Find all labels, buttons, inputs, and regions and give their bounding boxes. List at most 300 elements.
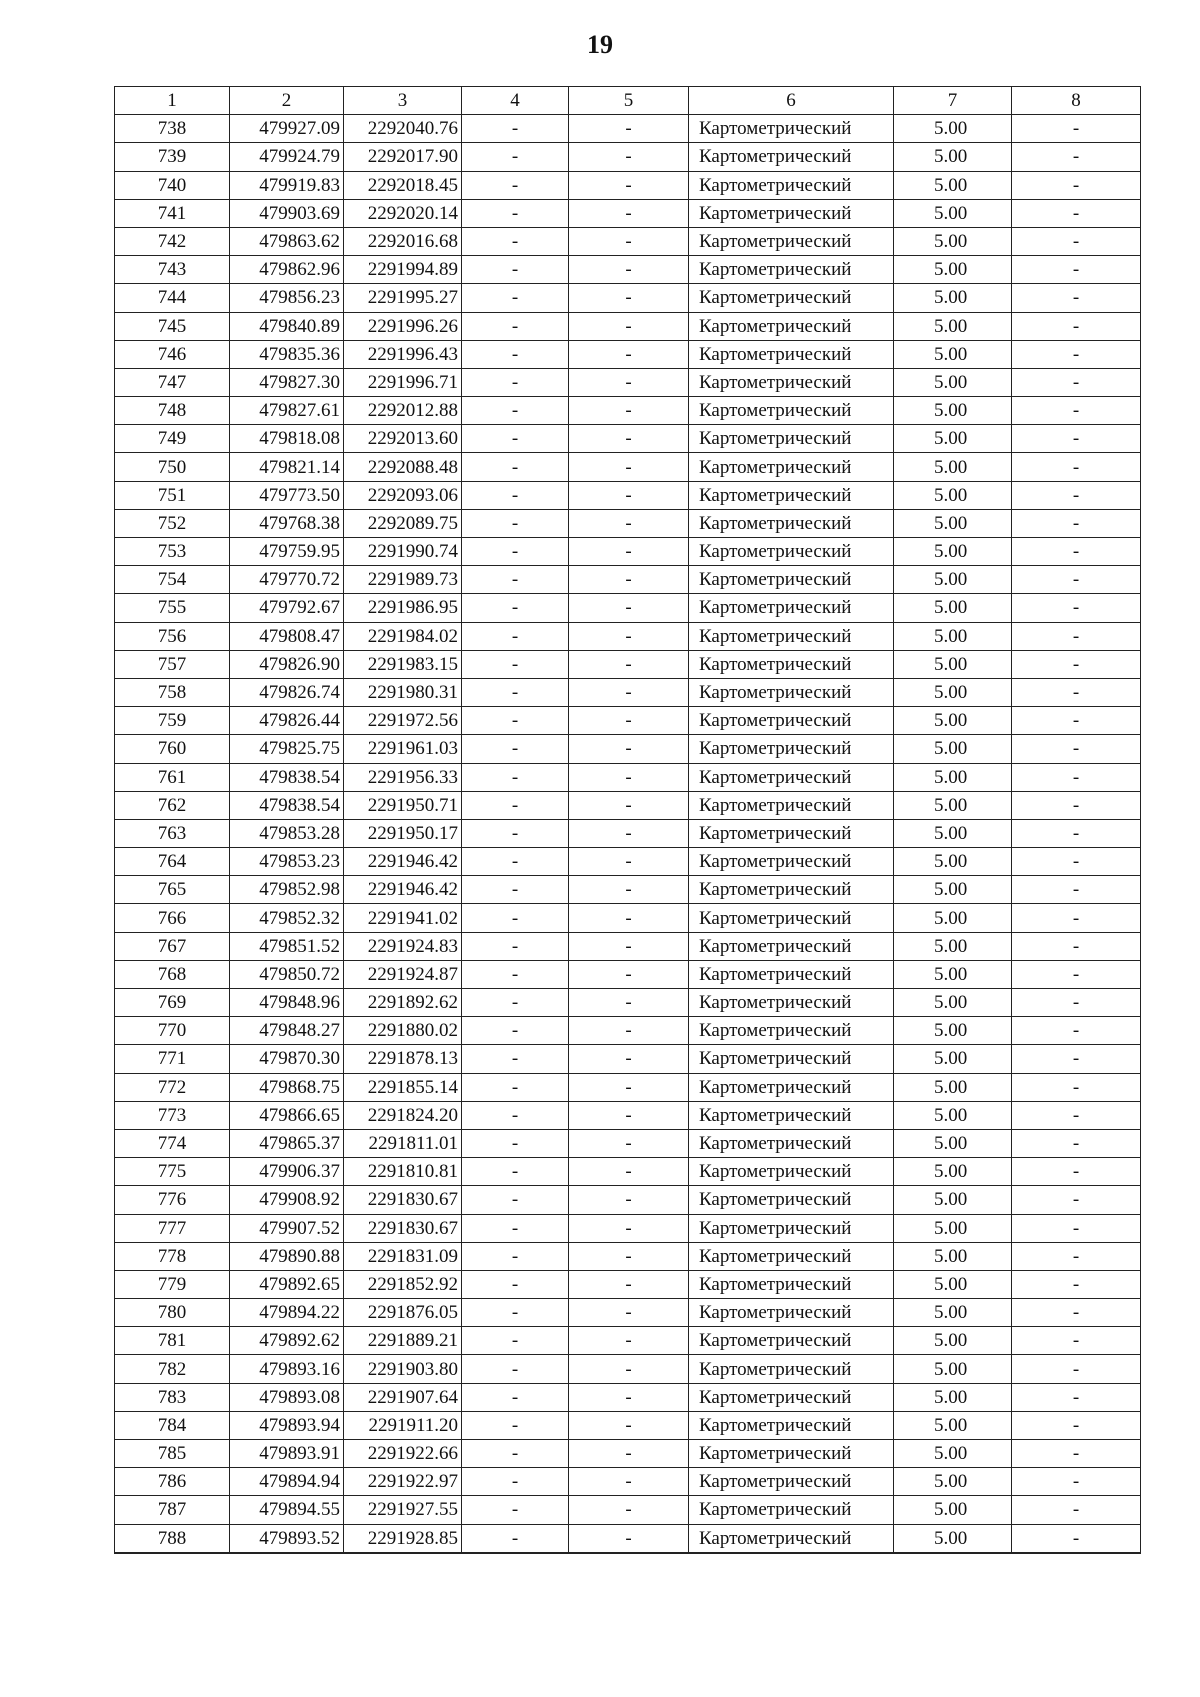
cell-col-5: - (569, 566, 689, 594)
cell-col-4: - (462, 989, 569, 1017)
cell-col-4: - (462, 1468, 569, 1496)
cell-col-5: - (569, 819, 689, 847)
cell-col-4: - (462, 1327, 569, 1355)
table-row (115, 1214, 1141, 1242)
point-number: 740 (115, 171, 230, 199)
cell-col-4: - (462, 876, 569, 904)
coord-x: 479826.90 (230, 650, 344, 678)
method-cell: Картометрический (689, 622, 894, 650)
accuracy-cell: 5.00 (894, 707, 1012, 735)
coord-x: 479770.72 (230, 566, 344, 594)
coord-x: 479894.55 (230, 1496, 344, 1524)
coord-x: 479848.27 (230, 1017, 344, 1045)
point-number: 738 (115, 115, 230, 143)
cell-col-5: - (569, 1411, 689, 1439)
cell-col-4: - (462, 284, 569, 312)
table-row (115, 876, 1141, 904)
method-cell: Картометрический (689, 678, 894, 706)
cell-col-4: - (462, 1045, 569, 1073)
method-cell: Картометрический (689, 1158, 894, 1186)
method-cell: Картометрический (689, 848, 894, 876)
coord-x: 479826.74 (230, 678, 344, 706)
coord-y: 2291972.56 (344, 707, 462, 735)
coord-x: 479821.14 (230, 453, 344, 481)
coord-y: 2291824.20 (344, 1101, 462, 1129)
method-cell: Картометрический (689, 1355, 894, 1383)
cell-col-8: - (1012, 735, 1141, 763)
coord-x: 479835.36 (230, 340, 344, 368)
cell-col-5: - (569, 989, 689, 1017)
coord-y: 2291984.02 (344, 622, 462, 650)
coord-y: 2291996.71 (344, 368, 462, 396)
table-row (115, 340, 1141, 368)
coord-x: 479827.61 (230, 397, 344, 425)
table-row (115, 538, 1141, 566)
coord-x: 479919.83 (230, 171, 344, 199)
method-cell: Картометрический (689, 312, 894, 340)
coord-x: 479792.67 (230, 594, 344, 622)
cell-col-5: - (569, 115, 689, 143)
point-number: 759 (115, 707, 230, 735)
coord-x: 479894.94 (230, 1468, 344, 1496)
coord-x: 479768.38 (230, 509, 344, 537)
cell-col-8: - (1012, 594, 1141, 622)
cell-col-8: - (1012, 227, 1141, 255)
column-header: 8 (1012, 87, 1141, 115)
coord-x: 479838.54 (230, 763, 344, 791)
coord-x: 479893.94 (230, 1411, 344, 1439)
cell-col-5: - (569, 1383, 689, 1411)
cell-col-8: - (1012, 256, 1141, 284)
point-number: 744 (115, 284, 230, 312)
method-cell: Картометрический (689, 115, 894, 143)
method-cell: Картометрический (689, 876, 894, 904)
coord-y: 2291831.09 (344, 1242, 462, 1270)
table-row (115, 1411, 1141, 1439)
cell-col-5: - (569, 1017, 689, 1045)
coord-x: 479759.95 (230, 538, 344, 566)
cell-col-4: - (462, 227, 569, 255)
accuracy-cell: 5.00 (894, 397, 1012, 425)
accuracy-cell: 5.00 (894, 368, 1012, 396)
coord-x: 479850.72 (230, 960, 344, 988)
coord-x: 479870.30 (230, 1045, 344, 1073)
coord-x: 479838.54 (230, 791, 344, 819)
method-cell: Картометрический (689, 340, 894, 368)
table-row (115, 1327, 1141, 1355)
accuracy-cell: 5.00 (894, 566, 1012, 594)
coord-y: 2291892.62 (344, 989, 462, 1017)
point-number: 748 (115, 397, 230, 425)
cell-col-4: - (462, 1242, 569, 1270)
point-number: 779 (115, 1270, 230, 1298)
accuracy-cell: 5.00 (894, 819, 1012, 847)
accuracy-cell: 5.00 (894, 1440, 1012, 1468)
table-row (115, 707, 1141, 735)
coord-x: 479827.30 (230, 368, 344, 396)
cell-col-4: - (462, 566, 569, 594)
coord-y: 2291876.05 (344, 1299, 462, 1327)
accuracy-cell: 5.00 (894, 1383, 1012, 1411)
cell-col-4: - (462, 707, 569, 735)
page-number: 19 (587, 30, 613, 59)
coordinates-table (114, 86, 1141, 1554)
cell-col-8: - (1012, 538, 1141, 566)
method-cell: Картометрический (689, 1214, 894, 1242)
coord-x: 479852.98 (230, 876, 344, 904)
cell-col-8: - (1012, 1468, 1141, 1496)
column-header: 1 (115, 87, 230, 115)
cell-col-8: - (1012, 904, 1141, 932)
table-row (115, 1045, 1141, 1073)
accuracy-cell: 5.00 (894, 1214, 1012, 1242)
cell-col-8: - (1012, 1355, 1141, 1383)
cell-col-4: - (462, 538, 569, 566)
cell-col-8: - (1012, 1101, 1141, 1129)
table-row (115, 1440, 1141, 1468)
coord-x: 479868.75 (230, 1073, 344, 1101)
accuracy-cell: 5.00 (894, 1158, 1012, 1186)
cell-col-5: - (569, 453, 689, 481)
coord-y: 2292020.14 (344, 199, 462, 227)
coord-x: 479865.37 (230, 1129, 344, 1157)
coord-x: 479853.23 (230, 848, 344, 876)
point-number: 771 (115, 1045, 230, 1073)
point-number: 768 (115, 960, 230, 988)
table-row (115, 848, 1141, 876)
point-number: 756 (115, 622, 230, 650)
coord-x: 479826.44 (230, 707, 344, 735)
coord-x: 479894.22 (230, 1299, 344, 1327)
cell-col-4: - (462, 904, 569, 932)
column-header: 2 (230, 87, 344, 115)
table-row (115, 284, 1141, 312)
table-row (115, 989, 1141, 1017)
accuracy-cell: 5.00 (894, 1496, 1012, 1524)
accuracy-cell: 5.00 (894, 256, 1012, 284)
cell-col-4: - (462, 509, 569, 537)
coord-y: 2292018.45 (344, 171, 462, 199)
accuracy-cell: 5.00 (894, 1524, 1012, 1553)
method-cell: Картометрический (689, 1299, 894, 1327)
table-row (115, 650, 1141, 678)
accuracy-cell: 5.00 (894, 1327, 1012, 1355)
accuracy-cell: 5.00 (894, 425, 1012, 453)
table-row (115, 1496, 1141, 1524)
coord-x: 479893.08 (230, 1383, 344, 1411)
accuracy-cell: 5.00 (894, 1045, 1012, 1073)
coord-y: 2291950.17 (344, 819, 462, 847)
coord-y: 2291946.42 (344, 876, 462, 904)
accuracy-cell: 5.00 (894, 115, 1012, 143)
coord-y: 2291996.26 (344, 312, 462, 340)
accuracy-cell: 5.00 (894, 538, 1012, 566)
cell-col-5: - (569, 227, 689, 255)
cell-col-5: - (569, 538, 689, 566)
column-header: 7 (894, 87, 1012, 115)
coord-y: 2291855.14 (344, 1073, 462, 1101)
table-row (115, 1524, 1141, 1553)
coord-y: 2292017.90 (344, 143, 462, 171)
point-number: 764 (115, 848, 230, 876)
coord-x: 479893.91 (230, 1440, 344, 1468)
point-number: 739 (115, 143, 230, 171)
point-number: 785 (115, 1440, 230, 1468)
cell-col-5: - (569, 171, 689, 199)
point-number: 781 (115, 1327, 230, 1355)
method-cell: Картометрический (689, 1468, 894, 1496)
table-body (115, 115, 1141, 1553)
coord-x: 479851.52 (230, 932, 344, 960)
cell-col-8: - (1012, 622, 1141, 650)
coord-x: 479852.32 (230, 904, 344, 932)
coord-y: 2291995.27 (344, 284, 462, 312)
cell-col-4: - (462, 960, 569, 988)
coord-x: 479840.89 (230, 312, 344, 340)
cell-col-4: - (462, 932, 569, 960)
cell-col-5: - (569, 1186, 689, 1214)
method-cell: Картометрический (689, 1524, 894, 1553)
coord-y: 2291922.97 (344, 1468, 462, 1496)
cell-col-4: - (462, 1073, 569, 1101)
accuracy-cell: 5.00 (894, 453, 1012, 481)
cell-col-8: - (1012, 143, 1141, 171)
point-number: 787 (115, 1496, 230, 1524)
table-row (115, 312, 1141, 340)
table-row (115, 819, 1141, 847)
accuracy-cell: 5.00 (894, 960, 1012, 988)
cell-col-8: - (1012, 932, 1141, 960)
cell-col-4: - (462, 763, 569, 791)
cell-col-8: - (1012, 1214, 1141, 1242)
cell-col-5: - (569, 1327, 689, 1355)
cell-col-5: - (569, 1355, 689, 1383)
method-cell: Картометрический (689, 566, 894, 594)
accuracy-cell: 5.00 (894, 622, 1012, 650)
coord-x: 479892.62 (230, 1327, 344, 1355)
coord-y: 2291810.81 (344, 1158, 462, 1186)
accuracy-cell: 5.00 (894, 143, 1012, 171)
cell-col-4: - (462, 622, 569, 650)
coord-x: 479773.50 (230, 481, 344, 509)
method-cell: Картометрический (689, 1496, 894, 1524)
point-number: 752 (115, 509, 230, 537)
cell-col-8: - (1012, 284, 1141, 312)
point-number: 780 (115, 1299, 230, 1327)
cell-col-5: - (569, 678, 689, 706)
point-number: 766 (115, 904, 230, 932)
point-number: 784 (115, 1411, 230, 1439)
cell-col-5: - (569, 312, 689, 340)
accuracy-cell: 5.00 (894, 1186, 1012, 1214)
cell-col-4: - (462, 594, 569, 622)
point-number: 783 (115, 1383, 230, 1411)
accuracy-cell: 5.00 (894, 312, 1012, 340)
table-row (115, 368, 1141, 396)
cell-col-8: - (1012, 509, 1141, 537)
method-cell: Картометрический (689, 453, 894, 481)
table-row (115, 566, 1141, 594)
cell-col-8: - (1012, 566, 1141, 594)
accuracy-cell: 5.00 (894, 227, 1012, 255)
coord-y: 2292012.88 (344, 397, 462, 425)
coord-x: 479856.23 (230, 284, 344, 312)
method-cell: Картометрический (689, 143, 894, 171)
method-cell: Картометрический (689, 1327, 894, 1355)
coord-x: 479825.75 (230, 735, 344, 763)
column-header: 3 (344, 87, 462, 115)
cell-col-8: - (1012, 1524, 1141, 1553)
cell-col-8: - (1012, 848, 1141, 876)
table-row (115, 1101, 1141, 1129)
coord-x: 479853.28 (230, 819, 344, 847)
cell-col-8: - (1012, 312, 1141, 340)
cell-col-8: - (1012, 763, 1141, 791)
cell-col-5: - (569, 791, 689, 819)
coord-y: 2291830.67 (344, 1214, 462, 1242)
table-row (115, 199, 1141, 227)
coord-y: 2291996.43 (344, 340, 462, 368)
method-cell: Картометрический (689, 368, 894, 396)
accuracy-cell: 5.00 (894, 171, 1012, 199)
cell-col-5: - (569, 1158, 689, 1186)
cell-col-5: - (569, 425, 689, 453)
accuracy-cell: 5.00 (894, 509, 1012, 537)
coord-y: 2291878.13 (344, 1045, 462, 1073)
table-row (115, 453, 1141, 481)
cell-col-4: - (462, 1186, 569, 1214)
method-cell: Картометрический (689, 819, 894, 847)
cell-col-8: - (1012, 425, 1141, 453)
coord-y: 2291924.83 (344, 932, 462, 960)
table-row (115, 256, 1141, 284)
coord-y: 2292016.68 (344, 227, 462, 255)
cell-col-8: - (1012, 453, 1141, 481)
cell-col-5: - (569, 904, 689, 932)
cell-col-8: - (1012, 1383, 1141, 1411)
cell-col-8: - (1012, 819, 1141, 847)
method-cell: Картометрический (689, 171, 894, 199)
coord-y: 2291941.02 (344, 904, 462, 932)
point-number: 772 (115, 1073, 230, 1101)
accuracy-cell: 5.00 (894, 735, 1012, 763)
cell-col-4: - (462, 1214, 569, 1242)
point-number: 758 (115, 678, 230, 706)
point-number: 763 (115, 819, 230, 847)
accuracy-cell: 5.00 (894, 199, 1012, 227)
cell-col-5: - (569, 1299, 689, 1327)
cell-col-5: - (569, 397, 689, 425)
cell-col-8: - (1012, 1045, 1141, 1073)
table-row (115, 1158, 1141, 1186)
cell-col-4: - (462, 1017, 569, 1045)
cell-col-4: - (462, 1355, 569, 1383)
table-row (115, 115, 1141, 143)
point-number: 741 (115, 199, 230, 227)
accuracy-cell: 5.00 (894, 791, 1012, 819)
point-number: 757 (115, 650, 230, 678)
point-number: 773 (115, 1101, 230, 1129)
table-row (115, 1242, 1141, 1270)
cell-col-8: - (1012, 171, 1141, 199)
method-cell: Картометрический (689, 763, 894, 791)
column-header: 4 (462, 87, 569, 115)
point-number: 778 (115, 1242, 230, 1270)
point-number: 745 (115, 312, 230, 340)
cell-col-5: - (569, 1214, 689, 1242)
cell-col-4: - (462, 425, 569, 453)
cell-col-5: - (569, 1242, 689, 1270)
accuracy-cell: 5.00 (894, 876, 1012, 904)
cell-col-8: - (1012, 791, 1141, 819)
table-row (115, 594, 1141, 622)
accuracy-cell: 5.00 (894, 1073, 1012, 1101)
cell-col-8: - (1012, 960, 1141, 988)
coord-y: 2291990.74 (344, 538, 462, 566)
coord-y: 2291980.31 (344, 678, 462, 706)
point-number: 751 (115, 481, 230, 509)
header-row (115, 87, 1141, 115)
cell-col-4: - (462, 1158, 569, 1186)
coord-y: 2292088.48 (344, 453, 462, 481)
coord-y: 2291994.89 (344, 256, 462, 284)
cell-col-4: - (462, 1299, 569, 1327)
cell-col-4: - (462, 453, 569, 481)
cell-col-5: - (569, 1129, 689, 1157)
coord-y: 2291946.42 (344, 848, 462, 876)
coord-y: 2291922.66 (344, 1440, 462, 1468)
coord-y: 2291924.87 (344, 960, 462, 988)
cell-col-8: - (1012, 1270, 1141, 1298)
point-number: 747 (115, 368, 230, 396)
method-cell: Картометрический (689, 227, 894, 255)
cell-col-8: - (1012, 115, 1141, 143)
cell-col-4: - (462, 848, 569, 876)
accuracy-cell: 5.00 (894, 1017, 1012, 1045)
method-cell: Картометрический (689, 1101, 894, 1129)
cell-col-8: - (1012, 1017, 1141, 1045)
accuracy-cell: 5.00 (894, 481, 1012, 509)
cell-col-4: - (462, 340, 569, 368)
table-row (115, 1017, 1141, 1045)
accuracy-cell: 5.00 (894, 1411, 1012, 1439)
accuracy-cell: 5.00 (894, 763, 1012, 791)
table-row (115, 227, 1141, 255)
coord-x: 479927.09 (230, 115, 344, 143)
table-row (115, 960, 1141, 988)
point-number: 754 (115, 566, 230, 594)
point-number: 775 (115, 1158, 230, 1186)
column-header: 5 (569, 87, 689, 115)
table-row (115, 1468, 1141, 1496)
coord-y: 2291811.01 (344, 1129, 462, 1157)
cell-col-8: - (1012, 199, 1141, 227)
accuracy-cell: 5.00 (894, 989, 1012, 1017)
method-cell: Картометрический (689, 989, 894, 1017)
table-row (115, 1270, 1141, 1298)
point-number: 774 (115, 1129, 230, 1157)
cell-col-4: - (462, 368, 569, 396)
cell-col-8: - (1012, 1242, 1141, 1270)
coord-x: 479862.96 (230, 256, 344, 284)
coord-y: 2291986.95 (344, 594, 462, 622)
coord-y: 2291961.03 (344, 735, 462, 763)
accuracy-cell: 5.00 (894, 284, 1012, 312)
coord-y: 2291889.21 (344, 1327, 462, 1355)
cell-col-5: - (569, 707, 689, 735)
cell-col-4: - (462, 143, 569, 171)
cell-col-5: - (569, 143, 689, 171)
